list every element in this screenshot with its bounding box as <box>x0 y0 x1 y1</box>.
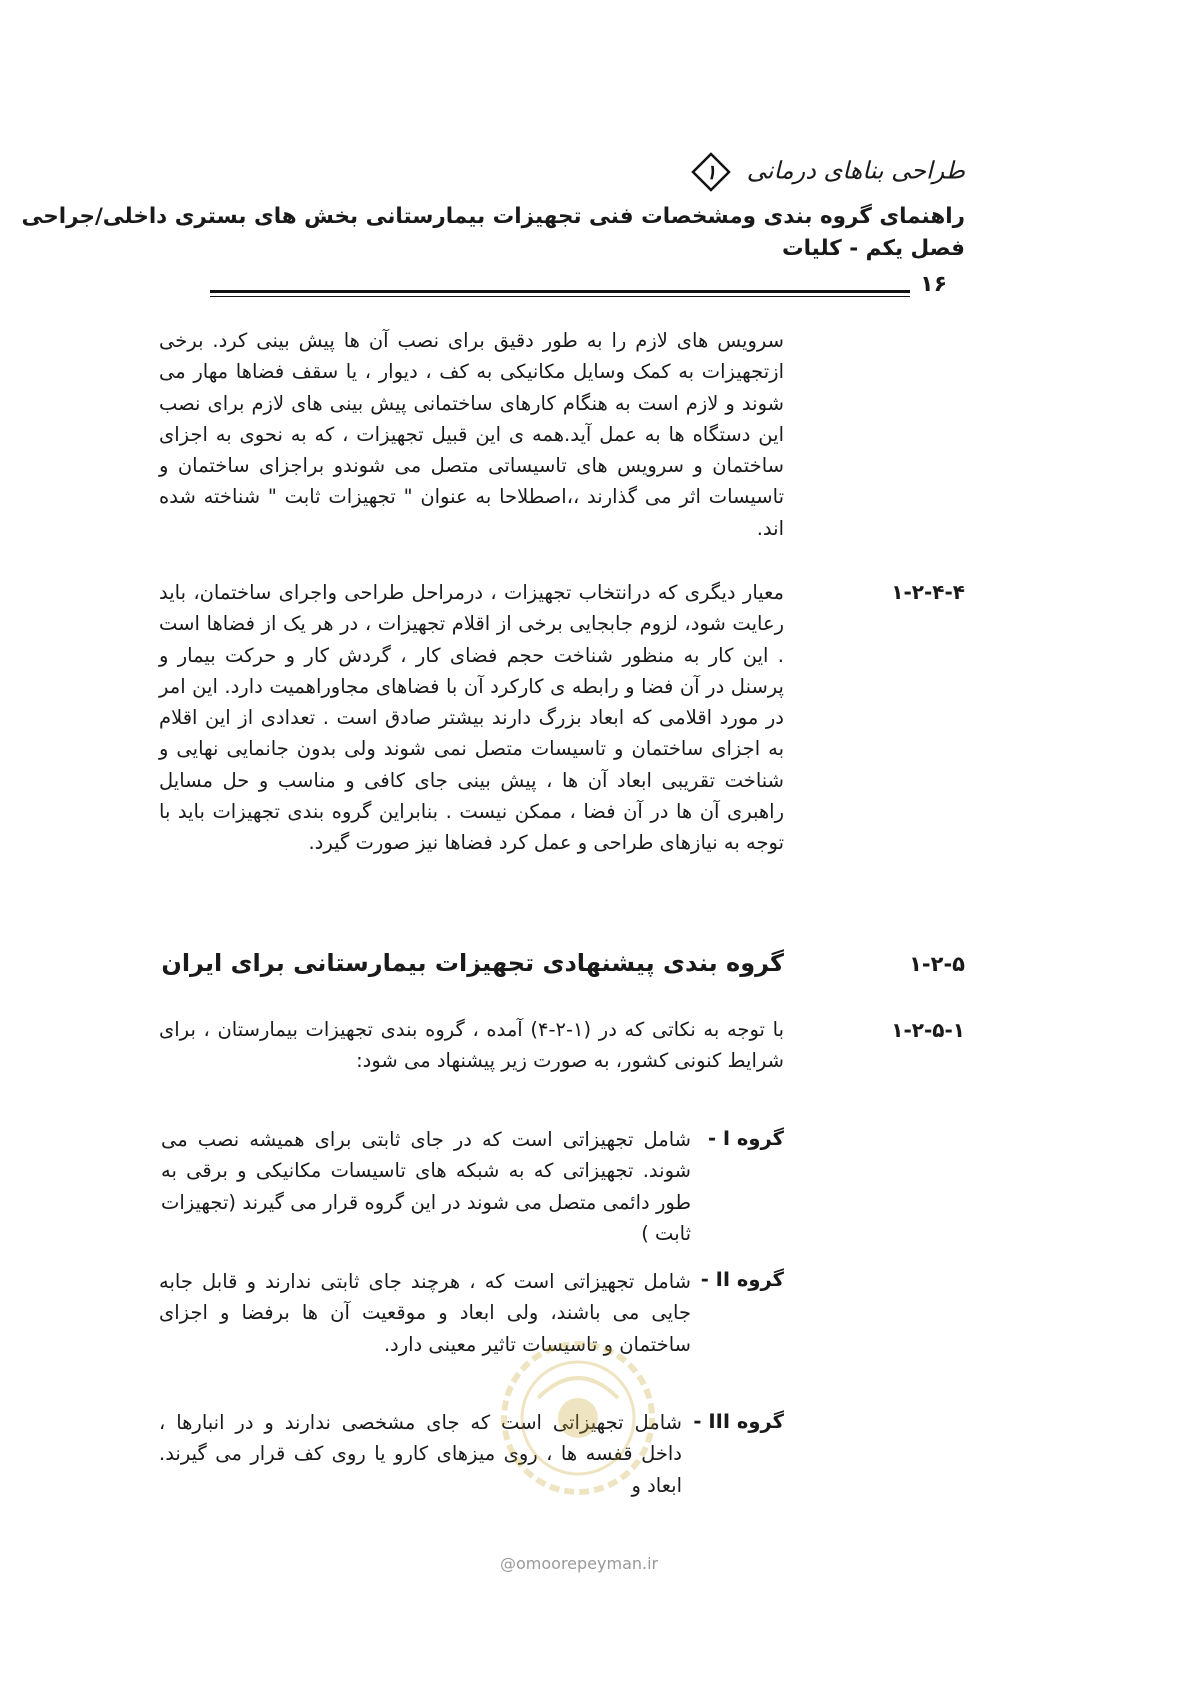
group-label: گروه III - <box>693 1410 784 1433</box>
series-number-badge <box>691 152 731 192</box>
watermark-seal <box>498 1338 658 1498</box>
section-number: ۱-۲-۴-۴ <box>891 580 965 604</box>
paragraph: با توجه به نکاتی که در (۱-۲-۴) آمده ، گروه بندی تجهیزات بیمارستان ، برای شرایط کنونی کشور، به صورت زیر پیشنهاد می شود: <box>159 1018 784 1073</box>
header-rule-thin <box>210 296 910 297</box>
chapter-title: فصل یکم - کلیات <box>781 236 965 261</box>
group-label: گروه I - <box>707 1127 784 1150</box>
watermark-text: @omoorepeyman.ir <box>500 1554 659 1573</box>
group-description: شامل تجهیزاتی است که ، هرچند جای ثابتی ندارند و قابل جابه جایی می باشند، ولی ابعاد و موقعیت آن ها برفضا و اجزای ساختمان و تاسیسات تاثیر معینی دارد. <box>159 1270 691 1356</box>
paragraph: معیار دیگری که درانتخاب تجهیزات ، درمراحل طراحی واجرای ساختمان، باید رعایت شود، لزوم جابجایی برخی از اقلام تجهیزات ، در هر یک از فضاها است . این کار به منظور شناخت حجم فضای کار ، گردش کار و حرکت بیمار و پرسنل در آن فضا و رابطه ی کارکرد آن با فضاهای مجاوراهمیت دارد. این امر در مورد اقلامی که ابعاد بزرگ دارند بیشتر صادق است . تعدادی از این اقلام به اجزای ساختمان و تاسیسات متصل نمی شوند ولی بدون جانمایی نهایی و شناخت تقریبی ابعاد آن ها ، پیش بینی جای کافی و مناسب و حل مسایل راهبری آن ها در آن فضا ، ممکن نیست . بنابراین گروه بندی تجهیزات باید با توجه به نیازهای طراحی و عمل کرد فضاها نیز صورت گیرد. <box>159 581 784 855</box>
paragraph-continued: سرویس های لازم را به طور دقیق برای نصب آن ها پیش بینی کرد. برخی ازتجهیزات به کمک وسایل مکانیکی به کف ، دیوار ، یا سقف فضاها مهار می شوند و لازم است به هنگام کارهای ساختمانی پیش بینی های لازم برای نصب این دستگاه ها به عمل آید.همه ی این قبیل تجهیزات ، که به نحوی به اجزای ساختمان و سرویس های تاسیساتی متصل می شوندو براجزای ساختمان و تاسیسات اثر می گذارند ،،اصطلاحا به عنوان " تجهیزات ثابت " شناخته شده اند. <box>159 329 784 540</box>
section-number: ۱-۲-۵-۱ <box>891 1018 965 1042</box>
page-number: ۱۶ <box>920 272 947 297</box>
group-description: شامل تجهیزاتی است که جای مشخصی ندارند و در انبارها ، داخل قفسه ها ، روی میزهای کارو یا روی کف قرار می گیرند. ابعاد و <box>159 1411 682 1497</box>
group-label: گروه II - <box>700 1268 784 1291</box>
series-number: ۱ <box>705 160 717 184</box>
section-heading-number: ۱-۲-۵ <box>909 952 965 976</box>
series-title-text: طراحی بناهای درمانی <box>746 156 965 185</box>
series-title <box>205 152 965 192</box>
group-description: شامل تجهیزاتی است که در جای ثابتی برای همیشه نصب می شوند. تجهیزاتی که به شبکه های تاسیسات مکانیکی و برقی به طور دائمی متصل می شوند در این گروه قرار می گیرند (تجهیزات ثابت ) <box>161 1128 691 1245</box>
section-heading: گروه بندی پیشنهادی تجهیزات بیمارستانی برای ایران <box>161 949 784 977</box>
header-rule-thick <box>210 290 910 293</box>
document-subtitle: راهنمای گروه بندی ومشخصات فنی تجهیزات بیمارستانی بخش های بستری داخلی/جراحی <box>21 204 965 229</box>
